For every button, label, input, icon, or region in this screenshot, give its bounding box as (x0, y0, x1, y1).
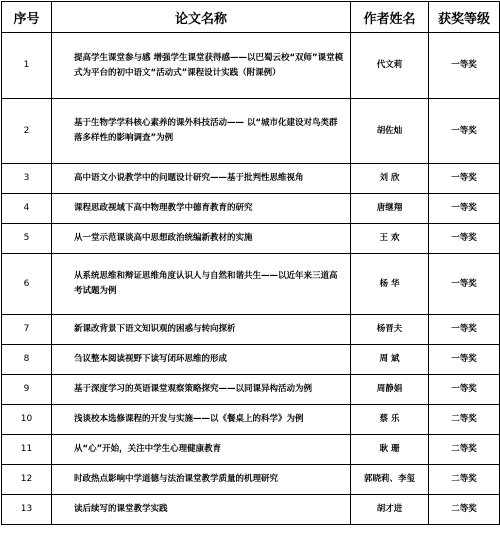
paper-title: 高中语文小说教学中的问题设计研究——基于批判性思维视角 (52, 164, 351, 194)
paper-title: 读后续写的课堂教学实践 (52, 495, 351, 525)
author-name: 胡佐灿 (351, 99, 429, 164)
author-name: 杨 华 (351, 254, 429, 315)
award-level: 二等奖 (429, 465, 500, 495)
award-level: 一等奖 (429, 254, 500, 315)
award-level: 二等奖 (429, 495, 500, 525)
award-level: 一等奖 (429, 315, 500, 345)
paper-title: 新课改背景下语文知识观的困惑与转向探析 (52, 315, 351, 345)
row-number: 2 (2, 99, 52, 164)
table-row (2, 33, 500, 99)
author-name: 王 欢 (351, 224, 429, 254)
row-number: 8 (2, 345, 52, 375)
award-level: 二等奖 (429, 435, 500, 465)
author-name: 耿 珊 (351, 435, 429, 465)
row-number: 12 (2, 465, 52, 495)
header-row (2, 2, 500, 33)
award-list (1, 1, 499, 538)
row-number: 4 (2, 194, 52, 224)
table-row (2, 495, 500, 525)
table-row (2, 99, 500, 164)
paper-title: 从系统思维和辩证思维角度认识人与自然和谐共生——以近年来三道高考试题为例 (52, 254, 351, 315)
author-name: 周 斌 (351, 345, 429, 375)
table-row (2, 345, 500, 375)
paper-award-table (1, 1, 500, 525)
table-row (2, 465, 500, 495)
row-number: 13 (2, 495, 52, 525)
header-paper-title: 论文名称 (52, 2, 351, 33)
award-level: 一等奖 (429, 224, 500, 254)
row-number: 6 (2, 254, 52, 315)
award-level: 一等奖 (429, 33, 500, 99)
paper-title: 刍议整本阅读视野下读写闭环思维的形成 (52, 345, 351, 375)
award-level: 一等奖 (429, 164, 500, 194)
row-number: 3 (2, 164, 52, 194)
paper-title: 从一堂示范课谈高中思想政治统编新教材的实施 (52, 224, 351, 254)
table-row (2, 194, 500, 224)
table-row (2, 375, 500, 405)
author-name: 杨晋夫 (351, 315, 429, 345)
row-number: 7 (2, 315, 52, 345)
header-number: 序号 (2, 2, 52, 33)
award-level: 一等奖 (429, 375, 500, 405)
table-row (2, 435, 500, 465)
table-row (2, 315, 500, 345)
author-name: 蔡 乐 (351, 405, 429, 435)
award-level: 一等奖 (429, 345, 500, 375)
row-number: 5 (2, 224, 52, 254)
header-award: 获奖等级 (429, 2, 500, 33)
author-name: 郭晓莉、李玺 (351, 465, 429, 495)
paper-title: 基于生物学学科核心素养的课外科技活动—— 以“城市化建设对鸟类群落多样性的影响调查”为例 (52, 99, 351, 164)
table-row (2, 405, 500, 435)
paper-title: 从“心”开始，关注中学生心理健康教育 (52, 435, 351, 465)
table-row (2, 164, 500, 194)
award-level: 一等奖 (429, 99, 500, 164)
paper-title: 时政热点影响中学道德与法治课堂教学质量的机理研究 (52, 465, 351, 495)
paper-title: 提高学生课堂参与感 增强学生课堂获得感——以巴蜀云校“双师”课堂模式为平台的初中语文“活动式”课程设计实践（附课例） (52, 33, 351, 99)
author-name: 周静娟 (351, 375, 429, 405)
paper-title: 浅谈校本选修课程的开发与实施——以《餐桌上的科学》为例 (52, 405, 351, 435)
paper-title: 课程思政视域下高中物理教学中德育教育的研究 (52, 194, 351, 224)
author-name: 唐继翔 (351, 194, 429, 224)
table-row (2, 254, 500, 315)
author-name: 代文莉 (351, 33, 429, 99)
row-number: 1 (2, 33, 52, 99)
author-name: 胡才进 (351, 495, 429, 525)
row-number: 10 (2, 405, 52, 435)
award-level: 一等奖 (429, 194, 500, 224)
row-number: 9 (2, 375, 52, 405)
award-level: 二等奖 (429, 405, 500, 435)
header-author: 作者姓名 (351, 2, 429, 33)
paper-title: 基于深度学习的英语课堂观察策略探究——以同课异构活动为例 (52, 375, 351, 405)
author-name: 刘 欣 (351, 164, 429, 194)
row-number: 11 (2, 435, 52, 465)
table-row (2, 224, 500, 254)
